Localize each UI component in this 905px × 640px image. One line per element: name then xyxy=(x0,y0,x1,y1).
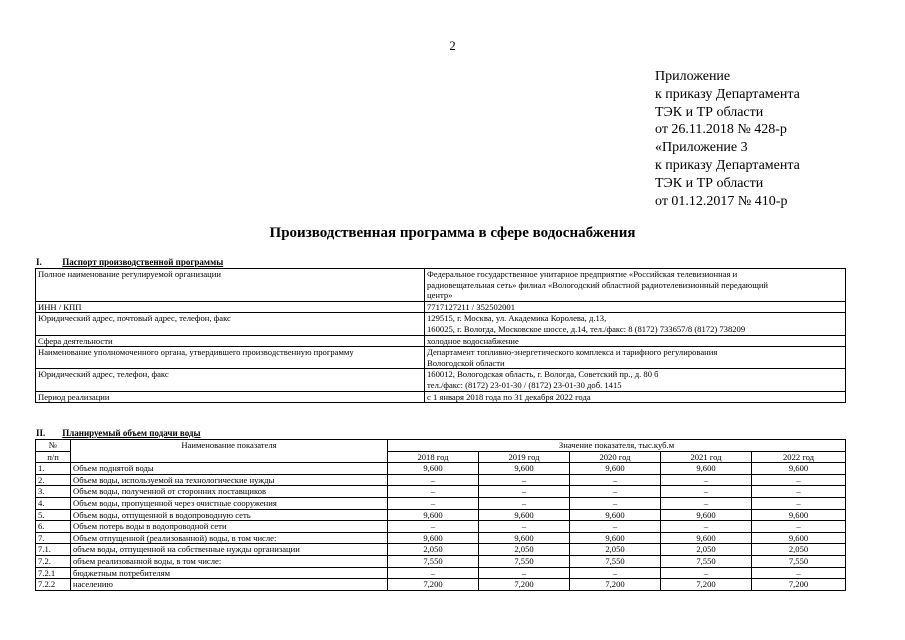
passport-value-line: Департамент топливно-энергетического комплекса и тарифного регулирования xyxy=(427,347,718,358)
row-value: 9,600 xyxy=(479,463,570,475)
row-value: – xyxy=(388,521,479,533)
row-value: 2,050 xyxy=(752,544,846,556)
section-1-heading xyxy=(36,257,223,267)
passport-value-line: радиовещательная сеть» филиал «Вологодский областной радиотелевизионный передающий xyxy=(427,279,769,290)
row-value: – xyxy=(570,497,661,509)
row-name: Объем поднятой воды xyxy=(71,463,388,475)
passport-label: Полное наименование регулируемой организации xyxy=(36,269,425,302)
row-value: – xyxy=(388,486,479,498)
passport-value xyxy=(425,391,846,403)
row-value: – xyxy=(570,521,661,533)
passport-value-line: центр» xyxy=(427,290,453,301)
passport-label: Наименование уполномоченного органа, утвердившего производственную программу xyxy=(36,347,425,369)
appendix-block xyxy=(655,68,800,210)
row-name: объем воды, отпущенной на собственные нужды организации xyxy=(71,544,388,556)
table-row xyxy=(36,532,846,544)
passport-row xyxy=(36,269,846,302)
passport-value-line: 129515, г. Москва, ул. Академика Королева, д.13, xyxy=(427,313,607,324)
section-2-title: Планируемый объем подачи воды xyxy=(62,428,201,438)
row-name: объем реализованной воды, в том числе: xyxy=(71,555,388,567)
passport-value xyxy=(425,369,846,391)
passport-value-line: Вологодской области xyxy=(427,357,505,368)
passport-row xyxy=(36,391,846,403)
passport-row xyxy=(36,347,846,369)
row-value: – xyxy=(661,486,752,498)
passport-label: Период реализации xyxy=(36,391,425,403)
passport-value-line: 7717127211 / 352502001 xyxy=(427,301,516,312)
row-value: – xyxy=(661,497,752,509)
passport-row xyxy=(36,313,846,335)
table-row xyxy=(36,474,846,486)
appendix-line: ТЭК и ТР области xyxy=(655,175,764,191)
row-value: 9,600 xyxy=(388,509,479,521)
row-name: Объем воды, полученной от сторонних поставщиков xyxy=(71,486,388,498)
appendix-line: ТЭК и ТР области xyxy=(655,104,764,120)
row-value: – xyxy=(752,486,846,498)
row-value: – xyxy=(661,521,752,533)
table-row xyxy=(36,555,846,567)
row-value: – xyxy=(752,474,846,486)
row-number: 7.2. xyxy=(36,555,71,567)
header-year: 2018 год xyxy=(388,451,479,463)
passport-value xyxy=(425,335,846,347)
row-value: – xyxy=(388,567,479,579)
row-value: 7,200 xyxy=(570,579,661,591)
row-number: 7. xyxy=(36,532,71,544)
row-value: 9,600 xyxy=(388,463,479,475)
row-value: 9,600 xyxy=(661,463,752,475)
table-row xyxy=(36,521,846,533)
row-value: 9,600 xyxy=(661,532,752,544)
header-value-group: Значение показателя, тыс.куб.м xyxy=(388,440,846,452)
row-value: 7,550 xyxy=(479,555,570,567)
passport-value xyxy=(425,313,846,335)
passport-value-line: Федеральное государственное унитарное предприятие «Российская телевизионная и xyxy=(427,269,738,279)
row-value: – xyxy=(479,567,570,579)
passport-row xyxy=(36,301,846,313)
water-volume-table xyxy=(35,439,846,591)
row-value: 7,550 xyxy=(388,555,479,567)
row-value: – xyxy=(570,486,661,498)
table-row xyxy=(36,509,846,521)
table-row xyxy=(36,544,846,556)
passport-value-line: холодное водоснабжение xyxy=(427,335,519,346)
page-number: 2 xyxy=(449,38,456,53)
header-year: 2020 год xyxy=(570,451,661,463)
passport-value-line: 160025, г. Вологда, Московское шоссе, д.14, тел./факс: 8 (8172) 733657/8 (8172) 738209 xyxy=(427,323,746,334)
table-row xyxy=(36,486,846,498)
section-2-heading xyxy=(36,428,201,438)
row-name: Объем потерь воды в водопроводной сети xyxy=(71,521,388,533)
row-number: 3. xyxy=(36,486,71,498)
row-value: – xyxy=(479,521,570,533)
document-title: Производственная программа в сфере водоснабжения xyxy=(269,225,636,241)
header-year: 2021 год xyxy=(661,451,752,463)
header-num-line1: № xyxy=(36,440,71,452)
passport-value-line: тел./факс: (8172) 23-01-30 / (8172) 23-01-30 доб. 1415 xyxy=(427,379,622,390)
row-value: – xyxy=(479,497,570,509)
passport-value xyxy=(425,301,846,313)
row-value: 7,200 xyxy=(479,579,570,591)
table-row xyxy=(36,567,846,579)
header-year: 2019 год xyxy=(479,451,570,463)
passport-label: Юридический адрес, телефон, факс xyxy=(36,369,425,391)
passport-row xyxy=(36,369,846,391)
passport-table xyxy=(35,268,846,403)
row-value: 9,600 xyxy=(479,509,570,521)
row-number: 7.2.2 xyxy=(36,579,71,591)
passport-label: Юридический адрес, почтовый адрес, телефон, факс xyxy=(36,313,425,335)
row-number: 7.1. xyxy=(36,544,71,556)
row-value: 9,600 xyxy=(752,532,846,544)
row-number: 4. xyxy=(36,497,71,509)
row-value: 9,600 xyxy=(570,509,661,521)
row-value: – xyxy=(752,567,846,579)
appendix-line: к приказу Департамента xyxy=(655,86,800,102)
row-value: – xyxy=(752,497,846,509)
passport-value xyxy=(425,269,846,302)
row-value: 7,200 xyxy=(661,579,752,591)
passport-value xyxy=(425,347,846,369)
row-value: – xyxy=(661,474,752,486)
row-value: 7,550 xyxy=(661,555,752,567)
table-row xyxy=(36,463,846,475)
passport-label: ИНН / КПП xyxy=(36,301,425,313)
row-name: Объем воды, отпущенной в водопроводную сеть xyxy=(71,509,388,521)
section-1-number: I. xyxy=(36,257,42,267)
appendix-line: к приказу Департамента xyxy=(655,157,800,173)
appendix-line: Приложение xyxy=(655,69,731,84)
section-2-number: II. xyxy=(36,428,46,438)
passport-row xyxy=(36,335,846,347)
row-value: 7,200 xyxy=(388,579,479,591)
row-value: – xyxy=(479,486,570,498)
appendix-line: от 01.12.2017 № 410-р xyxy=(655,193,788,209)
row-value: – xyxy=(388,497,479,509)
row-name: бюджетным потребителям xyxy=(71,567,388,579)
row-name: Объем отпущенной (реализованной) воды, в том числе: xyxy=(71,532,388,544)
row-value: 2,050 xyxy=(570,544,661,556)
row-value: 9,600 xyxy=(388,532,479,544)
row-value: 9,600 xyxy=(570,532,661,544)
appendix-line: от 26.11.2018 № 428-р xyxy=(655,122,787,138)
table-row xyxy=(36,579,846,591)
row-value: – xyxy=(661,567,752,579)
header-year: 2022 год xyxy=(752,451,846,463)
row-value: – xyxy=(479,474,570,486)
header-num-line2: п/п xyxy=(36,451,71,463)
row-value: 2,050 xyxy=(661,544,752,556)
row-value: 9,600 xyxy=(479,532,570,544)
row-name: населению xyxy=(71,579,388,591)
row-value: 7,200 xyxy=(752,579,846,591)
row-value: – xyxy=(752,521,846,533)
row-number: 5. xyxy=(36,509,71,521)
row-value: 9,600 xyxy=(752,509,846,521)
passport-value-line: с 1 января 2018 года по 31 декабря 2022 года xyxy=(427,391,591,402)
row-value: 9,600 xyxy=(752,463,846,475)
row-name: Объем воды, пропущенной через очистные сооружения xyxy=(71,497,388,509)
passport-label: Сфера деятельности xyxy=(36,335,425,347)
section-1-title: Паспорт производственной программы xyxy=(62,257,224,267)
row-value: 9,600 xyxy=(570,463,661,475)
row-name: Объем воды, используемой на технологические нужды xyxy=(71,474,388,486)
row-value: – xyxy=(388,474,479,486)
appendix-line: «Приложение 3 xyxy=(655,140,748,156)
passport-value-line: 160012, Вологодская область, г. Вологда, Советский пр., д. 80 б xyxy=(427,369,659,380)
row-number: 7.2.1 xyxy=(36,567,71,579)
row-number: 6. xyxy=(36,521,71,533)
row-value: 9,600 xyxy=(661,509,752,521)
row-value: 7,550 xyxy=(752,555,846,567)
row-value: 2,050 xyxy=(479,544,570,556)
row-number: 1. xyxy=(36,463,71,475)
row-number: 2. xyxy=(36,474,71,486)
row-value: 7,550 xyxy=(570,555,661,567)
header-indicator-name: Наименование показателя xyxy=(71,440,388,463)
table-row xyxy=(36,497,846,509)
row-value: – xyxy=(570,567,661,579)
row-value: – xyxy=(570,474,661,486)
row-value: 2,050 xyxy=(388,544,479,556)
